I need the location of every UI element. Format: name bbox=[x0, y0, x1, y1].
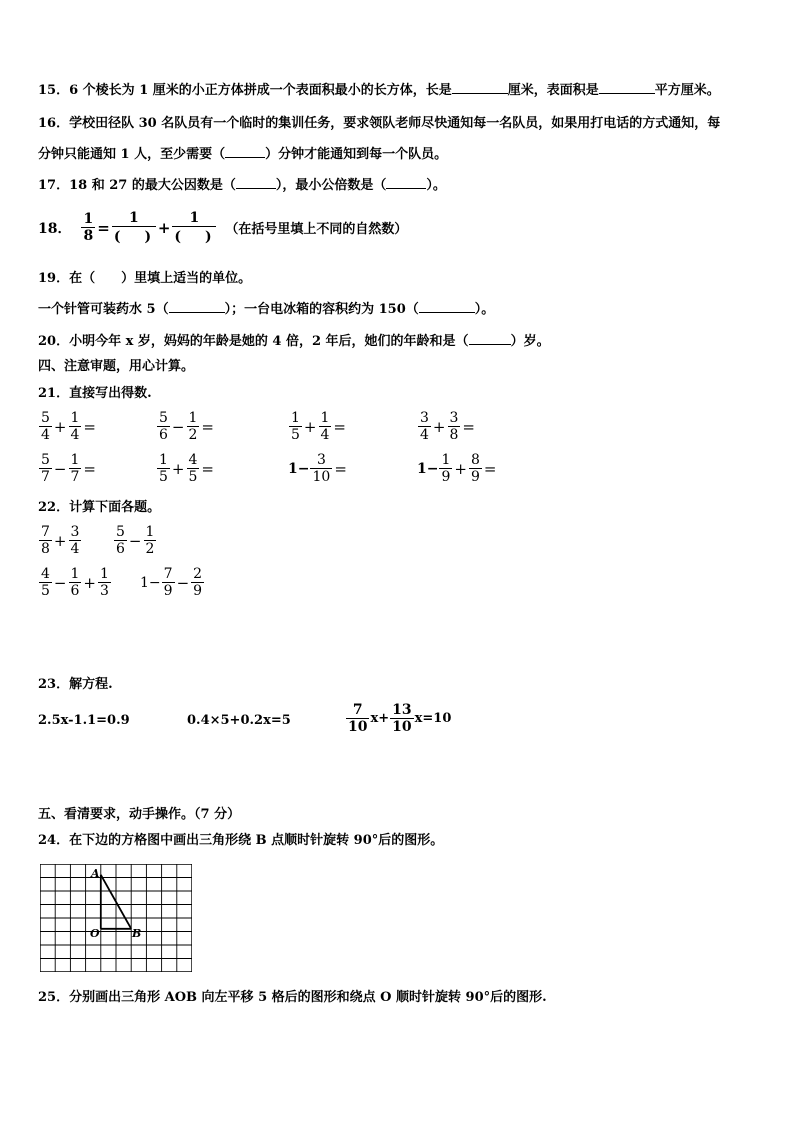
q23-equation-2 bbox=[187, 712, 291, 730]
q18-fraction-left bbox=[81, 211, 95, 244]
q21-expression bbox=[417, 410, 476, 443]
question-25-title bbox=[38, 989, 547, 1007]
question-19-body bbox=[38, 301, 494, 319]
denominator: 5 bbox=[41, 583, 50, 599]
q18-fraction-1 bbox=[112, 210, 156, 245]
q21-expression bbox=[38, 410, 97, 443]
q22-e4-f1 bbox=[162, 566, 175, 599]
denominator: 4 bbox=[320, 427, 330, 443]
q22-expression-1 bbox=[38, 524, 82, 557]
q21-expression bbox=[288, 410, 347, 443]
q15-text-c: 平方厘米。 bbox=[654, 83, 720, 98]
q22-e2-f1 bbox=[114, 524, 127, 557]
fraction bbox=[39, 410, 52, 443]
q18-equals: = bbox=[97, 218, 110, 237]
denominator: 4 bbox=[420, 427, 429, 443]
numerator: 1 bbox=[159, 452, 168, 468]
denominator: 4 bbox=[70, 541, 80, 557]
numerator: 3 bbox=[316, 452, 326, 468]
grid-lines bbox=[40, 864, 192, 972]
q24-grid-figure[interactable] bbox=[40, 864, 192, 972]
prefix: 1− bbox=[288, 460, 310, 477]
q21-expression bbox=[417, 452, 497, 485]
equals: = bbox=[83, 459, 96, 478]
denominator: 9 bbox=[470, 469, 480, 485]
fraction bbox=[448, 410, 461, 443]
equals: = bbox=[333, 417, 346, 436]
fraction bbox=[187, 452, 200, 485]
q18-number: 18． bbox=[38, 220, 72, 237]
q21-expression bbox=[156, 410, 215, 443]
operator: + bbox=[303, 417, 317, 436]
equals: = bbox=[462, 417, 475, 436]
section-5-heading bbox=[38, 806, 240, 824]
denominator: 7 bbox=[70, 469, 80, 485]
q22-expression-3 bbox=[38, 566, 112, 599]
denominator: 6 bbox=[159, 427, 168, 443]
q15-text-b: 厘米，表面积是 bbox=[507, 83, 599, 98]
numerator: 1 bbox=[70, 410, 80, 426]
q18-left-numerator: 1 bbox=[83, 211, 94, 227]
denominator: 10 bbox=[392, 719, 412, 735]
numerator: 1 bbox=[441, 452, 451, 468]
operator: + bbox=[53, 531, 67, 550]
operator: + bbox=[53, 417, 67, 436]
numerator: 4 bbox=[41, 566, 50, 582]
q18-f1-numerator: 1 bbox=[128, 210, 139, 226]
q16-blank[interactable] bbox=[225, 157, 265, 158]
operator: − bbox=[128, 531, 142, 550]
q22-e3-f1 bbox=[39, 566, 52, 599]
q18-left-denominator: 8 bbox=[83, 228, 94, 244]
fraction bbox=[319, 410, 332, 443]
q19-blank-2[interactable] bbox=[419, 312, 475, 313]
q18-fraction-2 bbox=[172, 210, 216, 245]
q16-text-a: 分钟只能通知 1 人，至少需要（ bbox=[38, 147, 226, 162]
question-16-line1 bbox=[38, 115, 720, 133]
label-A: A bbox=[91, 867, 100, 880]
q23-equation-3 bbox=[345, 702, 451, 735]
equals: = bbox=[201, 459, 214, 478]
numerator: 1 bbox=[188, 410, 198, 426]
denominator: 8 bbox=[449, 427, 459, 443]
question-21-title bbox=[38, 385, 152, 403]
q18-hint: （在括号里填上不同的自然数） bbox=[225, 222, 408, 237]
question-19-title bbox=[38, 270, 251, 288]
q24-title: 24．在下边的方格图中画出三角形绕 B 点顺时针旋转 90°后的图形。 bbox=[38, 833, 444, 848]
q17-text-c: ）。 bbox=[426, 178, 446, 193]
q23-e3-mid: x+ bbox=[370, 711, 390, 726]
q21-expression bbox=[288, 452, 348, 485]
q19-text-a: 一个针管可装药水 5（ bbox=[38, 302, 169, 317]
denominator: 6 bbox=[70, 583, 80, 599]
denominator: 8 bbox=[41, 541, 50, 557]
fraction bbox=[69, 410, 82, 443]
section-4-title: 四、注意审题，用心计算。 bbox=[38, 359, 195, 374]
denominator: 5 bbox=[159, 469, 168, 485]
q18-f2-numerator: 1 bbox=[189, 210, 200, 226]
denominator: 9 bbox=[193, 583, 203, 599]
q17-text-a: 17．18 和 27 的最大公因数是（ bbox=[38, 178, 236, 193]
label-B: B bbox=[132, 927, 142, 940]
fraction bbox=[439, 452, 452, 485]
section-5-title: 五、看清要求，动手操作。（7 分） bbox=[38, 807, 241, 822]
numerator: 4 bbox=[188, 452, 198, 468]
numerator: 1 bbox=[291, 410, 300, 426]
denominator: 5 bbox=[188, 469, 198, 485]
numerator: 7 bbox=[163, 566, 173, 582]
question-15 bbox=[38, 82, 720, 100]
operator: − bbox=[176, 573, 190, 592]
numerator: 1 bbox=[70, 566, 80, 582]
q18-f2-denominator-blank[interactable]: ( ) bbox=[172, 226, 216, 245]
section-4-heading bbox=[38, 358, 194, 376]
q18-plus: + bbox=[157, 218, 171, 237]
fraction bbox=[39, 452, 52, 485]
fraction bbox=[310, 452, 332, 485]
numerator: 13 bbox=[392, 702, 412, 718]
q16-text-b: ）分钟才能通知到每一个队员。 bbox=[265, 147, 448, 162]
operator: + bbox=[83, 573, 96, 592]
denominator: 9 bbox=[163, 583, 173, 599]
fraction bbox=[289, 410, 302, 443]
q22-e4-f2 bbox=[191, 566, 204, 599]
fraction bbox=[187, 410, 200, 443]
q22-e2-f2 bbox=[144, 524, 157, 557]
denominator: 6 bbox=[116, 541, 125, 557]
q22-e1-f2 bbox=[69, 524, 82, 557]
q15-blank-length[interactable] bbox=[452, 93, 508, 94]
q17-blank-gcd[interactable] bbox=[236, 188, 276, 189]
q23-title: 23．解方程. bbox=[38, 677, 113, 692]
q20-text-a: 20．小明今年 x 岁，妈妈的年龄是她的 4 倍，2 年后，她们的年龄和是（ bbox=[38, 334, 469, 349]
numerator: 3 bbox=[449, 410, 459, 426]
fraction bbox=[418, 410, 431, 443]
question-23-title bbox=[38, 676, 113, 694]
q23-e3-tail: x=10 bbox=[414, 711, 452, 726]
denominator: 2 bbox=[188, 427, 198, 443]
numerator: 5 bbox=[116, 524, 125, 540]
q19-title: 19．在（ ）里填上适当的单位。 bbox=[38, 271, 252, 286]
denominator: 9 bbox=[441, 469, 451, 485]
q23-equation-1 bbox=[38, 712, 130, 730]
q19-text-b: ）；一台电冰箱的容积约为 150（ bbox=[224, 302, 419, 317]
prefix: 1− bbox=[417, 460, 439, 477]
operator: + bbox=[432, 417, 446, 436]
numerator: 7 bbox=[41, 524, 50, 540]
q20-text-b: ）岁。 bbox=[510, 334, 550, 349]
numerator: 1 bbox=[320, 410, 330, 426]
equals: = bbox=[483, 459, 497, 478]
numerator: 5 bbox=[41, 452, 50, 468]
equals: = bbox=[334, 459, 347, 478]
denominator: 10 bbox=[312, 469, 331, 485]
numerator: 3 bbox=[420, 410, 429, 426]
question-18 bbox=[38, 210, 407, 245]
q18-f1-denominator-blank[interactable]: ( ) bbox=[112, 226, 156, 245]
q22-e3-f2 bbox=[69, 566, 82, 599]
denominator: 4 bbox=[70, 427, 80, 443]
q23-equation-1-text: 2.5x-1.1=0.9 bbox=[38, 713, 130, 728]
fraction bbox=[69, 452, 82, 485]
q23-e3-f1 bbox=[346, 702, 369, 735]
q20-blank[interactable] bbox=[469, 344, 511, 345]
q22-expression-4 bbox=[140, 566, 205, 599]
numerator: 5 bbox=[41, 410, 50, 426]
question-16-line2 bbox=[38, 146, 447, 164]
operator: + bbox=[454, 459, 467, 478]
q22-e3-f3 bbox=[98, 566, 111, 599]
q19-blank-1[interactable] bbox=[169, 312, 225, 313]
numerator: 1 bbox=[70, 452, 80, 468]
equals: = bbox=[83, 417, 96, 436]
q17-text-b: ），最小公倍数是（ bbox=[275, 178, 387, 193]
numerator: 7 bbox=[352, 702, 363, 718]
q16-text-line1: 16．学校田径队 30 名队员有一个临时的集训任务，要求领队老师尽快通知每一名队员，如果用打电话的方式通知，每 bbox=[38, 116, 721, 131]
q23-equation-2-text: 0.4×5+0.2x=5 bbox=[187, 713, 291, 728]
q22-e1-f1 bbox=[39, 524, 52, 557]
numerator: 1 bbox=[145, 524, 155, 540]
denominator: 5 bbox=[291, 427, 300, 443]
numerator: 8 bbox=[470, 452, 480, 468]
q19-text-c: ）。 bbox=[474, 302, 495, 317]
fraction bbox=[469, 452, 482, 485]
numerator: 1 bbox=[100, 566, 109, 582]
fraction bbox=[157, 410, 170, 443]
denominator: 2 bbox=[145, 541, 155, 557]
equals: = bbox=[201, 417, 214, 436]
question-24-title bbox=[38, 832, 443, 850]
prefix: 1− bbox=[140, 574, 161, 591]
q17-blank-lcm[interactable] bbox=[386, 188, 426, 189]
numerator: 3 bbox=[70, 524, 80, 540]
numerator: 2 bbox=[193, 566, 203, 582]
denominator: 3 bbox=[100, 583, 109, 599]
q21-title: 21．直接写出得数. bbox=[38, 386, 152, 401]
denominator: 4 bbox=[41, 427, 50, 443]
q22-expression-2 bbox=[113, 524, 157, 557]
q15-blank-area[interactable] bbox=[599, 93, 655, 94]
question-20 bbox=[38, 333, 550, 351]
denominator: 7 bbox=[41, 469, 50, 485]
numerator: 5 bbox=[159, 410, 168, 426]
operator: − bbox=[53, 573, 67, 592]
q21-expression bbox=[38, 452, 97, 485]
operator: − bbox=[53, 459, 67, 478]
fraction bbox=[157, 452, 170, 485]
q21-expression bbox=[156, 452, 215, 485]
q15-text-a: 15．6 个棱长为 1 厘米的小正方体拼成一个表面积最小的长方体，长是 bbox=[38, 83, 452, 98]
q23-e3-f2 bbox=[390, 702, 413, 735]
q22-title: 22．计算下面各题。 bbox=[38, 500, 161, 515]
q25-title: 25．分别画出三角形 AOB 向左平移 5 格后的图形和绕点 O 顺时针旋转 90°后的图形. bbox=[38, 990, 547, 1005]
question-17 bbox=[38, 177, 446, 195]
denominator: 10 bbox=[348, 719, 368, 735]
question-22-title bbox=[38, 499, 160, 517]
operator: − bbox=[171, 417, 185, 436]
label-O: O bbox=[90, 927, 100, 940]
operator: + bbox=[171, 459, 185, 478]
